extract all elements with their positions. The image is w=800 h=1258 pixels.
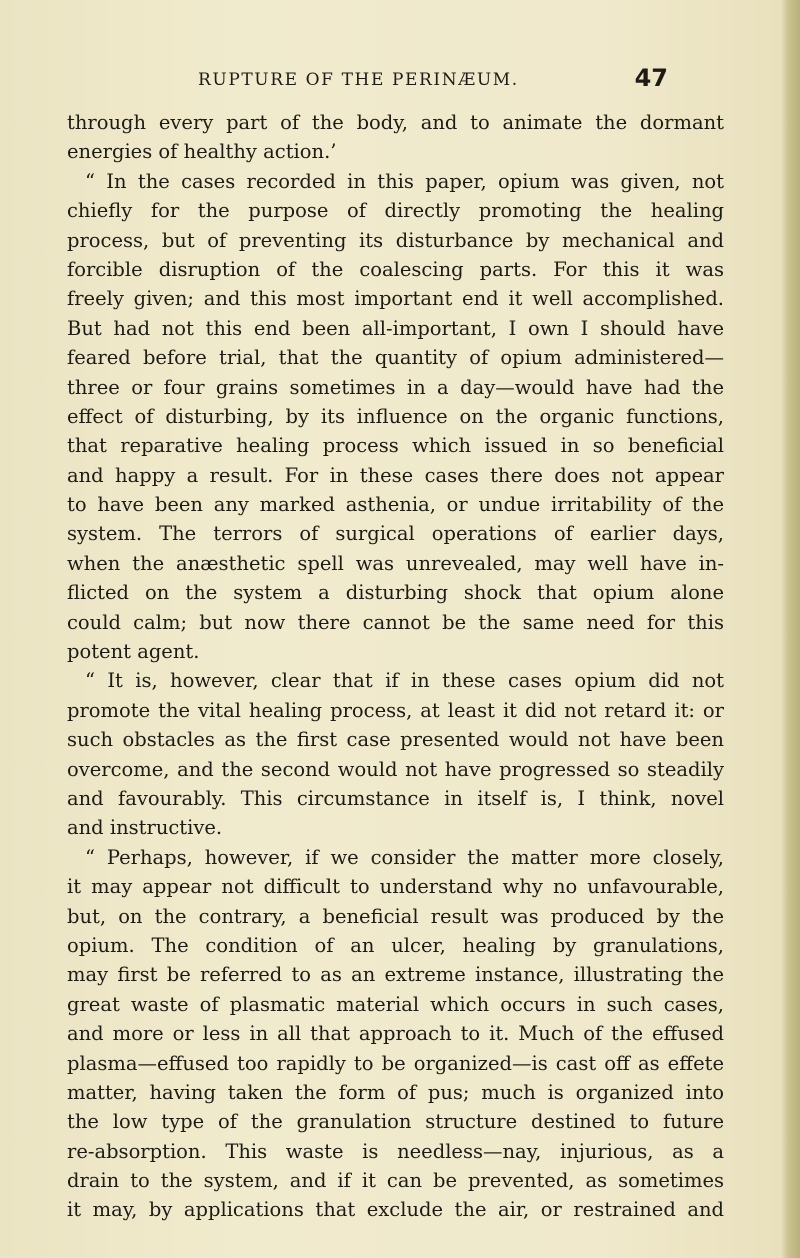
- text-line: may first be referred to as an extreme instance, illustrating the: [67, 963, 724, 987]
- text-line: promote the vital healing process, at least it did not retard it: or: [67, 698, 724, 722]
- page-header: [198, 64, 668, 98]
- text-line: and more or less in all that approach to it. Much of the effused: [67, 1022, 724, 1046]
- text-line: energies of healthy action.’: [67, 140, 337, 164]
- page-number: 47: [634, 64, 668, 92]
- text-line: but, on the contrary, a beneficial result was produced by the: [67, 904, 724, 928]
- text-line: “ Perhaps, however, if we consider the matter more closely,: [85, 845, 724, 869]
- text-line: effect of disturbing, by its influence on the organic functions,: [67, 404, 724, 428]
- page-edge: [782, 0, 800, 1258]
- text-line: freely given; and this most important end it well accomplished.: [67, 287, 724, 311]
- text-line: But had not this end been all-important, I own I should have: [67, 316, 724, 340]
- text-line: it may appear not difficult to understand why no unfavourable,: [67, 875, 724, 899]
- text-line: great waste of plasmatic material which occurs in such cases,: [67, 992, 724, 1016]
- text-line: potent agent.: [67, 640, 200, 664]
- text-line: to have been any marked asthenia, or undue irritability of the: [67, 493, 724, 517]
- text-line: feared before trial, that the quantity of opium administered—: [67, 346, 724, 370]
- running-title: RUPTURE OF THE PERINÆUM.: [198, 70, 519, 90]
- text-line: process, but of preventing its disturbance by mechanical and: [67, 228, 724, 252]
- text-line: opium. The condition of an ulcer, healing by granulations,: [67, 933, 724, 957]
- text-line: re-absorption. This waste is needless—nay, injurious, as a: [67, 1139, 724, 1163]
- text-line: matter, having taken the form of pus; much is organized into: [67, 1080, 724, 1104]
- text-line: such obstacles as the first case presented would not have been: [67, 728, 724, 752]
- text-line: that reparative healing process which issued in so beneficial: [67, 434, 724, 458]
- text-line: and happy a result. For in these cases there does not appear: [67, 463, 724, 487]
- text-line: through every part of the body, and to animate the dormant: [67, 111, 724, 134]
- text-line: three or four grains sometimes in a day—would have had the: [67, 375, 724, 399]
- text-line: flicted on the system a disturbing shock that opium alone: [67, 581, 724, 605]
- text-line: drain to the system, and if it can be prevented, as sometimes: [67, 1169, 724, 1193]
- text-line: when the anæsthetic spell was unrevealed, may well have in-: [67, 551, 724, 575]
- text-line: the low type of the granulation structure destined to future: [67, 1110, 724, 1134]
- text-line: it may, by applications that exclude the air, or restrained and: [67, 1198, 724, 1222]
- text-line: “ In the cases recorded in this paper, opium was given, not: [85, 169, 724, 193]
- text-line: could calm; but now there cannot be the same need for this: [67, 610, 724, 634]
- text-line: and instructive.: [67, 816, 223, 840]
- text-line: overcome, and the second would not have progressed so steadily: [67, 757, 724, 781]
- body-text: [67, 108, 724, 1225]
- text-line: forcible disruption of the coalescing parts. For this it was: [67, 257, 724, 281]
- text-line: chiefly for the purpose of directly promoting the healing: [67, 199, 724, 223]
- text-line: and favourably. This circumstance in itself is, I think, novel: [67, 786, 724, 810]
- text-line: “ It is, however, clear that if in these cases opium did not: [85, 669, 724, 693]
- text-line: plasma—effused too rapidly to be organized—is cast off as effete: [67, 1051, 724, 1075]
- text-line: system. The terrors of surgical operations of earlier days,: [67, 522, 724, 546]
